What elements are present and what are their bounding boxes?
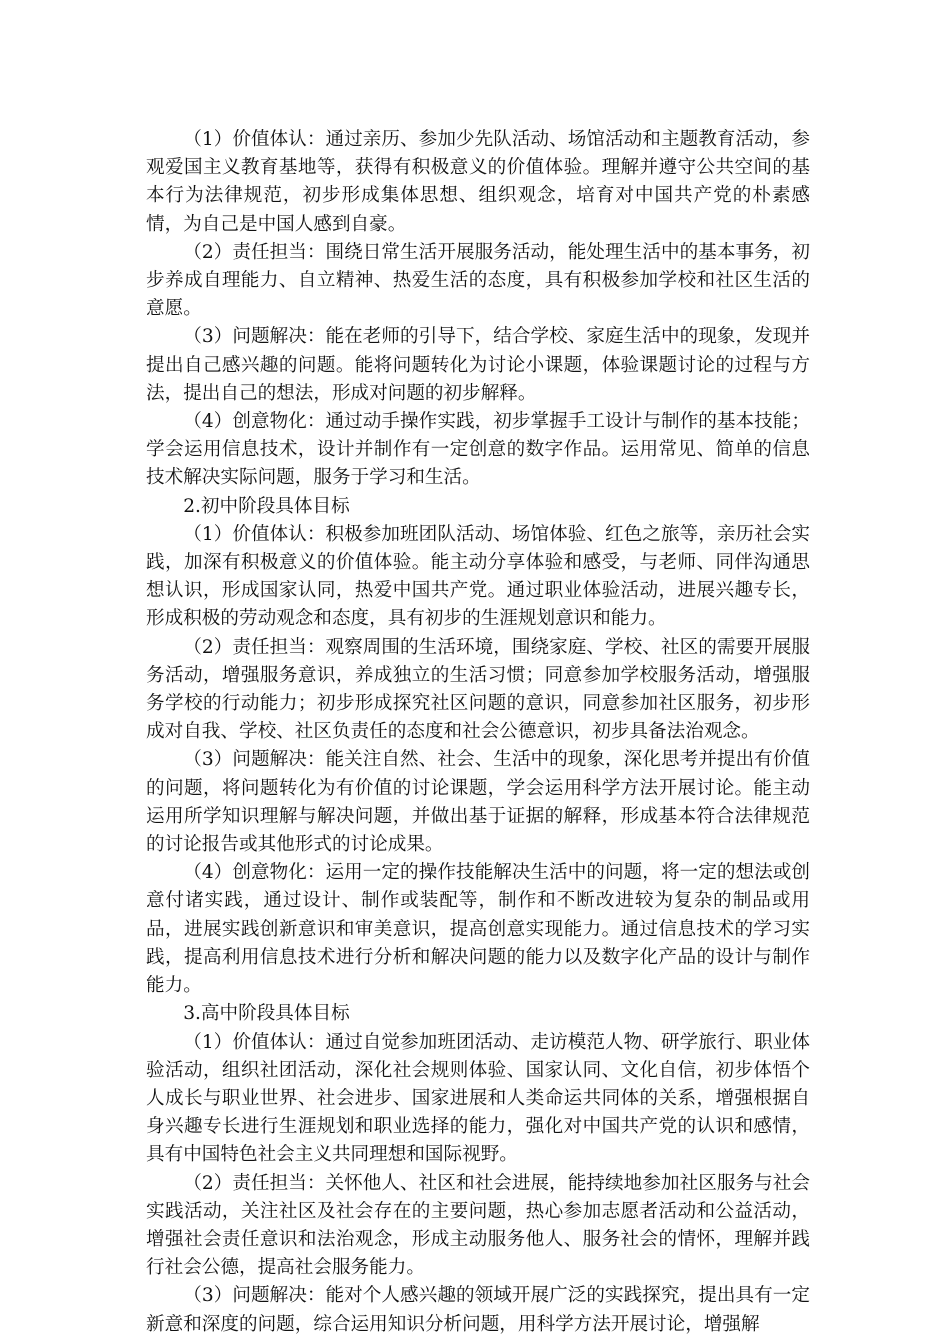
- paragraph: （1）价值体认：通过亲历、参加少先队活动、场馆活动和主题教育活动，参观爱国主义教育基地等，获得有积极意义的价值体验。理解并遵守公共空间的基本行为法律规范，初步形成集体思想、组织观念，培育对中国共产党的朴素感情，为自己是中国人感到自豪。: [146, 129, 810, 235]
- paragraph: （3）问题解决：能对个人感兴趣的领域开展广泛的实践探究，提出具有一定新意和深度的问题，综合运用知识分析问题，用科学方法开展讨论，增强解: [146, 1285, 810, 1335]
- paragraph: （4）创意物化：通过动手操作实践，初步掌握手工设计与制作的基本技能；学会运用信息技术，设计并制作有一定创意的数字作品。运用常见、简单的信息技术解决实际问题，服务于学习和生活。: [146, 411, 810, 489]
- paragraph: （2）责任担当：关怀他人、社区和社会进展，能持续地参加社区服务与社会实践活动，关注社区及社会存在的主要问题，热心参加志愿者活动和公益活动，增强社会责任意识和法治观念，形成主动服务他人、服务社会的情怀，理解并践行社会公德，提高社会服务能力。: [146, 1172, 810, 1279]
- paragraph: （4）创意物化：运用一定的操作技能解决生活中的问题，将一定的想法或创意付诸实践，通过设计、制作或装配等，制作和不断改进较为复杂的制品或用品，进展实践创新意识和审美意识，提高创意实现能力。通过信息技术的学习实践，提高利用信息技术进行分析和解决问题的能力以及数字化产品的设计与制作能力。: [146, 862, 810, 997]
- paragraph: （3）问题解决：能关注自然、社会、生活中的现象，深化思考并提出有价值的问题，将问题转化为有价值的讨论课题，学会运用科学方法开展讨论。能主动运用所学知识理解与解决问题，并做出基于证据的解释，形成基本符合法律规范的讨论报告或其他形式的讨论成果。: [146, 749, 810, 856]
- section-heading: 3.高中阶段具体目标: [183, 1003, 350, 1025]
- paragraph: （3）问题解决：能在老师的引导下，结合学校、家庭生活中的现象，发现并提出自己感兴趣的问题。能将问题转化为讨论小课题，体验课题讨论的过程与方法，提出自己的想法，形成对问题的初步解释。: [146, 326, 810, 404]
- paragraph: （1）价值体认：通过自觉参加班团活动、走访模范人物、研学旅行、职业体验活动，组织社团活动，深化社会规则体验、国家认同、文化自信，初步体悟个人成长与职业世界、社会进步、国家进展和人类命运共同体的关系，增强根据自身兴趣专长进行生涯规划和职业选择的能力，强化对中国共产党的认识和感情，具有中国特色社会主义共同理想和国际视野。: [146, 1031, 810, 1166]
- paragraph: （2）责任担当：围绕日常生活开展服务活动，能处理生活中的基本事务，初步养成自理能力、自立精神、热爱生活的态度，具有积极参加学校和社区生活的意愿。: [146, 241, 810, 320]
- paragraph: （1）价值体认：积极参加班团队活动、场馆体验、红色之旅等，亲历社会实践，加深有积极意义的价值体验。能主动分享体验和感受，与老师、同伴沟通思想认识，形成国家认同，热爱中国共产党。通过职业体验活动，进展兴趣专长，形成积极的劳动观念和态度，具有初步的生涯规划意识和能力。: [146, 523, 810, 630]
- paragraph: （2）责任担当：观察周围的生活环境，围绕家庭、学校、社区的需要开展服务活动，增强服务意识，养成独立的生活习惯；同意参加学校服务活动，增强服务学校的行动能力；初步形成探究社区问题的意识，同意参加社区服务，初步形成对自我、学校、社区负责任的态度和社会公德意识，初步具备法治观念。: [146, 636, 810, 743]
- section-heading: 2.初中阶段具体目标: [183, 495, 350, 517]
- document-page: [146, 126, 810, 1339]
